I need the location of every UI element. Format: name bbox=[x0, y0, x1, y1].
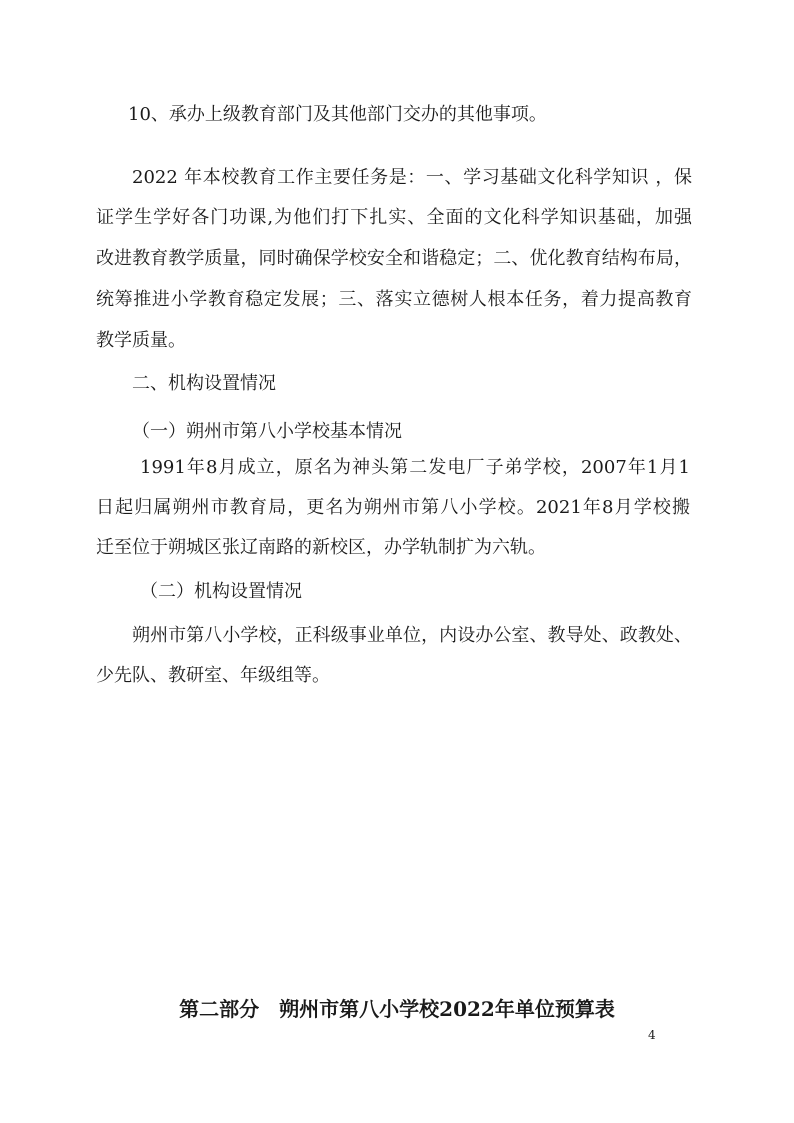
history-paragraph-line-3: 迁至位于朔城区张辽南路的新校区，办学轨制扩为六轨。 bbox=[96, 537, 546, 558]
item-10-text: 10、承办上级教育部门及其他部门交办的其他事项。 bbox=[128, 104, 547, 125]
tasks-paragraph-line-4: 统筹推进小学教育稳定发展；三、落实立德树人根本任务，着力提高教育 bbox=[96, 289, 692, 310]
history-paragraph-line-2: 日起归属朔州市教育局，更名为朔州市第八小学校。2021年8月学校搬 bbox=[96, 497, 690, 518]
structure-paragraph-line-2: 少先队、教研室、年级组等。 bbox=[96, 665, 330, 686]
tasks-paragraph-line-1: 2022 年本校教育工作主要任务是：一、学习基础文化科学知识 ，保 bbox=[132, 167, 692, 188]
structure-paragraph-line-1: 朔州市第八小学校，正科级事业单位，内设办公室、教导处、政教处、 bbox=[132, 625, 692, 646]
subsection-2-heading: （二）机构设置情况 bbox=[140, 581, 302, 602]
part-two-title: 第二部分 朔州市第八小学校2022年单位预算表 bbox=[179, 997, 615, 1021]
tasks-paragraph-line-3: 改进教育教学质量，同时确保学校安全和谐稳定；二、优化教育结构布局， bbox=[96, 248, 692, 269]
page-number: 4 bbox=[648, 1028, 656, 1042]
subsection-1-heading: （一）朔州市第八小学校基本情况 bbox=[132, 421, 402, 442]
section-2-heading: 二、机构设置情况 bbox=[132, 373, 276, 394]
tasks-paragraph-line-5: 教学质量。 bbox=[96, 330, 186, 351]
history-paragraph-line-1: 1991年8月成立，原名为神头第二发电厂子弟学校，2007年1月1 bbox=[140, 457, 690, 478]
tasks-paragraph-line-2: 证学生学好各门功课,为他们打下扎实、全面的文化科学知识基础，加强 bbox=[96, 207, 692, 228]
